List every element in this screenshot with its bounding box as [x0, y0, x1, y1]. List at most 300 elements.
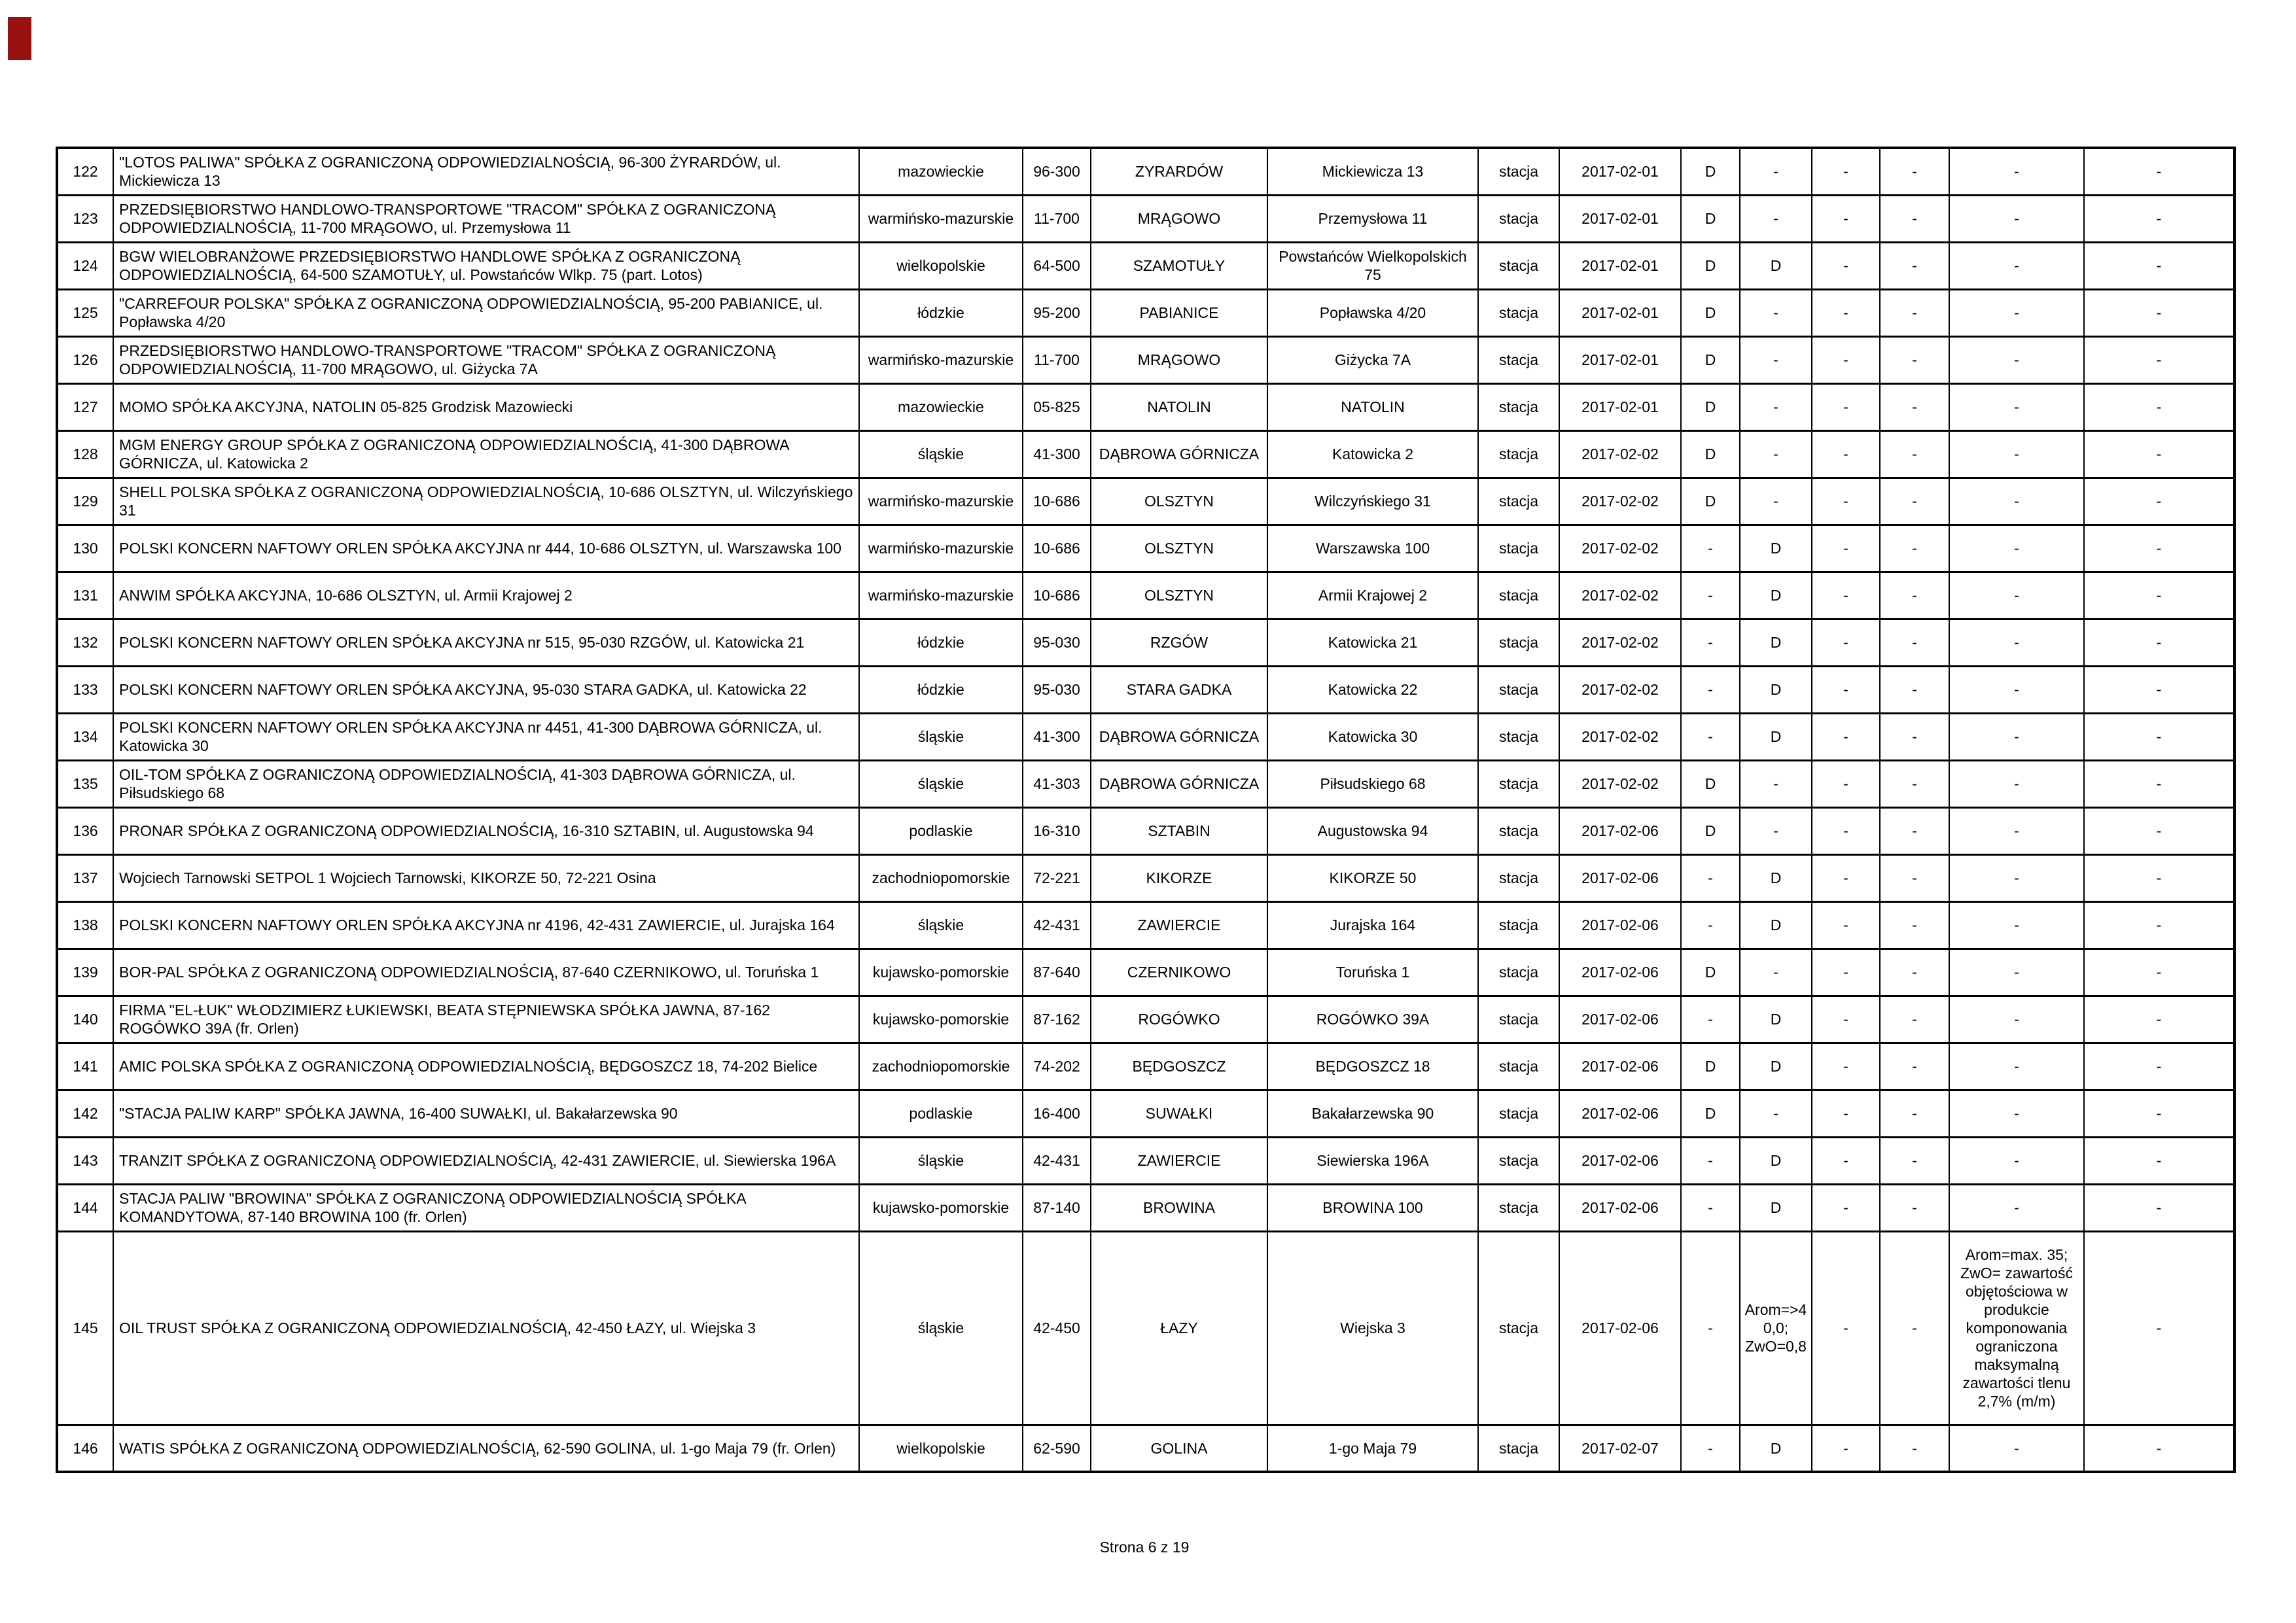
cell-flag-1: -: [1681, 901, 1740, 949]
table-row: [57, 949, 2234, 996]
cell-flag-5: -: [1949, 1090, 2084, 1137]
table-row: [57, 242, 2234, 289]
cell-flag-2: -: [1740, 949, 1812, 996]
cell-voivodeship: wielkopolskie: [859, 1425, 1023, 1472]
cell-company: AMIC POLSKA SPÓŁKA Z OGRANICZONĄ ODPOWIEDZIALNOŚCIĄ, BĘDGOSZCZ 18, 74-202 Bielice: [113, 1043, 859, 1090]
cell-flag-4: -: [1880, 430, 1949, 478]
cell-city: ROGÓWKO: [1091, 996, 1267, 1043]
cell-voivodeship: zachodniopomorskie: [859, 854, 1023, 901]
cell-type: stacja: [1478, 289, 1559, 336]
cell-voivodeship: warmińsko-mazurskie: [859, 195, 1023, 242]
cell-no: 122: [57, 148, 113, 195]
cell-flag-2: D: [1740, 1184, 1812, 1231]
cell-company: OIL-TOM SPÓŁKA Z OGRANICZONĄ ODPOWIEDZIALNOŚCIĄ, 41-303 DĄBROWA GÓRNICZA, ul. Piłsudskiego 68: [113, 760, 859, 807]
cell-company: POLSKI KONCERN NAFTOWY ORLEN SPÓŁKA AKCYJNA nr 444, 10-686 OLSZTYN, ul. Warszawska 100: [113, 525, 859, 572]
cell-flag-5: -: [1949, 996, 2084, 1043]
cell-flag-1: D: [1681, 949, 1740, 996]
cell-postal-code: 10-686: [1023, 478, 1091, 525]
cell-date: 2017-02-06: [1559, 996, 1681, 1043]
cell-flag-3: -: [1812, 666, 1880, 713]
cell-date: 2017-02-06: [1559, 1184, 1681, 1231]
cell-voivodeship: podlaskie: [859, 1090, 1023, 1137]
cell-street: Jurajska 164: [1267, 901, 1478, 949]
cell-company: MOMO SPÓŁKA AKCYJNA, NATOLIN 05-825 Grodzisk Mazowiecki: [113, 383, 859, 430]
cell-flag-2: -: [1740, 289, 1812, 336]
cell-type: stacja: [1478, 854, 1559, 901]
cell-street: Wilczyńskiego 31: [1267, 478, 1478, 525]
cell-city: DĄBROWA GÓRNICZA: [1091, 760, 1267, 807]
cell-company: OIL TRUST SPÓŁKA Z OGRANICZONĄ ODPOWIEDZIALNOŚCIĄ, 42-450 ŁAZY, ul. Wiejska 3: [113, 1231, 859, 1425]
cell-voivodeship: warmińsko-mazurskie: [859, 336, 1023, 383]
cell-no: 140: [57, 996, 113, 1043]
cell-flag-2: -: [1740, 807, 1812, 854]
cell-flag-4: -: [1880, 1043, 1949, 1090]
cell-flag-5: -: [1949, 148, 2084, 195]
cell-flag-5: -: [1949, 666, 2084, 713]
cell-street: Katowicka 30: [1267, 713, 1478, 760]
cell-type: stacja: [1478, 949, 1559, 996]
cell-flag-5: -: [1949, 713, 2084, 760]
cell-no: 129: [57, 478, 113, 525]
cell-company: PRZEDSIĘBIORSTWO HANDLOWO-TRANSPORTOWE "TRACOM" SPÓŁKA Z OGRANICZONĄ ODPOWIEDZIALNOŚCIĄ, 11-700 MRĄGOWO, ul. Przemysłowa 11: [113, 195, 859, 242]
cell-flag-6: -: [2084, 148, 2234, 195]
red-marker: [8, 17, 31, 60]
cell-flag-6: -: [2084, 1137, 2234, 1184]
cell-no: 137: [57, 854, 113, 901]
cell-company: BOR-PAL SPÓŁKA Z OGRANICZONĄ ODPOWIEDZIALNOŚCIĄ, 87-640 CZERNIKOWO, ul. Toruńska 1: [113, 949, 859, 996]
cell-voivodeship: śląskie: [859, 760, 1023, 807]
cell-street: Armii Krajowej 2: [1267, 572, 1478, 619]
cell-company: PRZEDSIĘBIORSTWO HANDLOWO-TRANSPORTOWE "TRACOM" SPÓŁKA Z OGRANICZONĄ ODPOWIEDZIALNOŚCIĄ, 11-700 MRĄGOWO, ul. Giżycka 7A: [113, 336, 859, 383]
cell-flag-6: -: [2084, 1043, 2234, 1090]
cell-flag-5: -: [1949, 289, 2084, 336]
cell-voivodeship: podlaskie: [859, 807, 1023, 854]
cell-flag-6: -: [2084, 996, 2234, 1043]
cell-date: 2017-02-02: [1559, 525, 1681, 572]
cell-no: 138: [57, 901, 113, 949]
table-row: [57, 336, 2234, 383]
cell-date: 2017-02-02: [1559, 713, 1681, 760]
cell-flag-1: D: [1681, 383, 1740, 430]
cell-city: STARA GADKA: [1091, 666, 1267, 713]
cell-company: POLSKI KONCERN NAFTOWY ORLEN SPÓŁKA AKCYJNA nr 4451, 41-300 DĄBROWA GÓRNICZA, ul. Katowicka 30: [113, 713, 859, 760]
cell-voivodeship: kujawsko-pomorskie: [859, 949, 1023, 996]
cell-postal-code: 42-450: [1023, 1231, 1091, 1425]
cell-flag-5: -: [1949, 383, 2084, 430]
cell-flag-5: -: [1949, 760, 2084, 807]
cell-city: BROWINA: [1091, 1184, 1267, 1231]
cell-flag-6: -: [2084, 1090, 2234, 1137]
table-row: [57, 1184, 2234, 1231]
cell-postal-code: 62-590: [1023, 1425, 1091, 1472]
cell-flag-1: -: [1681, 666, 1740, 713]
cell-flag-3: -: [1812, 1090, 1880, 1137]
cell-flag-4: -: [1880, 854, 1949, 901]
table-row: [57, 1425, 2234, 1472]
cell-voivodeship: kujawsko-pomorskie: [859, 1184, 1023, 1231]
cell-flag-6: -: [2084, 713, 2234, 760]
cell-flag-5: -: [1949, 1137, 2084, 1184]
cell-date: 2017-02-01: [1559, 336, 1681, 383]
cell-flag-3: -: [1812, 430, 1880, 478]
cell-postal-code: 64-500: [1023, 242, 1091, 289]
cell-date: 2017-02-01: [1559, 289, 1681, 336]
cell-flag-5: -: [1949, 1425, 2084, 1472]
cell-date: 2017-02-01: [1559, 383, 1681, 430]
cell-flag-1: -: [1681, 1137, 1740, 1184]
cell-postal-code: 16-400: [1023, 1090, 1091, 1137]
cell-flag-3: -: [1812, 949, 1880, 996]
cell-flag-1: D: [1681, 760, 1740, 807]
cell-flag-3: -: [1812, 619, 1880, 666]
stations-table: [56, 147, 2236, 1473]
cell-flag-1: D: [1681, 195, 1740, 242]
cell-flag-6: -: [2084, 807, 2234, 854]
cell-flag-5: -: [1949, 242, 2084, 289]
cell-flag-1: D: [1681, 148, 1740, 195]
cell-flag-2: D: [1740, 713, 1812, 760]
cell-voivodeship: warmińsko-mazurskie: [859, 478, 1023, 525]
table-row: [57, 1090, 2234, 1137]
cell-postal-code: 42-431: [1023, 901, 1091, 949]
cell-date: 2017-02-06: [1559, 949, 1681, 996]
cell-city: NATOLIN: [1091, 383, 1267, 430]
cell-flag-6: -: [2084, 1425, 2234, 1472]
cell-company: WATIS SPÓŁKA Z OGRANICZONĄ ODPOWIEDZIALNOŚCIĄ, 62-590 GOLINA, ul. 1-go Maja 79 (fr. Orlen): [113, 1425, 859, 1472]
cell-date: 2017-02-06: [1559, 1137, 1681, 1184]
cell-city: DĄBROWA GÓRNICZA: [1091, 713, 1267, 760]
cell-flag-2: -: [1740, 430, 1812, 478]
cell-no: 139: [57, 949, 113, 996]
table-row: [57, 1137, 2234, 1184]
cell-city: SZAMOTUŁY: [1091, 242, 1267, 289]
cell-type: stacja: [1478, 525, 1559, 572]
cell-type: stacja: [1478, 996, 1559, 1043]
cell-postal-code: 95-030: [1023, 666, 1091, 713]
cell-date: 2017-02-02: [1559, 619, 1681, 666]
cell-city: KIKORZE: [1091, 854, 1267, 901]
cell-flag-4: -: [1880, 289, 1949, 336]
cell-flag-4: -: [1880, 1231, 1949, 1425]
cell-flag-4: -: [1880, 949, 1949, 996]
cell-city: CZERNIKOWO: [1091, 949, 1267, 996]
cell-company: BGW WIELOBRANŻOWE PRZEDSIĘBIORSTWO HANDLOWE SPÓŁKA Z OGRANICZONĄ ODPOWIEDZIALNOŚCIĄ, 64-500 SZAMOTUŁY, ul. Powstańców Wlkp. 75 (part. Lotos): [113, 242, 859, 289]
cell-type: stacja: [1478, 1184, 1559, 1231]
cell-postal-code: 72-221: [1023, 854, 1091, 901]
cell-type: stacja: [1478, 619, 1559, 666]
cell-flag-6: -: [2084, 901, 2234, 949]
cell-flag-2: D: [1740, 1043, 1812, 1090]
cell-flag-2: D: [1740, 242, 1812, 289]
cell-city: MRĄGOWO: [1091, 195, 1267, 242]
cell-flag-5: Arom=max. 35; ZwO= zawartość objętościowa w produkcie komponowania ograniczona maksymalną zawartości tlenu 2,7% (m/m): [1949, 1231, 2084, 1425]
cell-postal-code: 87-162: [1023, 996, 1091, 1043]
cell-date: 2017-02-06: [1559, 901, 1681, 949]
table-row: [57, 572, 2234, 619]
cell-street: 1-go Maja 79: [1267, 1425, 1478, 1472]
cell-flag-6: -: [2084, 195, 2234, 242]
cell-postal-code: 11-700: [1023, 336, 1091, 383]
cell-flag-6: -: [2084, 619, 2234, 666]
cell-flag-2: D: [1740, 901, 1812, 949]
cell-flag-4: -: [1880, 1425, 1949, 1472]
cell-street: NATOLIN: [1267, 383, 1478, 430]
cell-flag-1: -: [1681, 572, 1740, 619]
cell-flag-1: -: [1681, 525, 1740, 572]
table-row: [57, 619, 2234, 666]
cell-street: Bakałarzewska 90: [1267, 1090, 1478, 1137]
cell-flag-2: -: [1740, 478, 1812, 525]
cell-flag-6: -: [2084, 666, 2234, 713]
cell-voivodeship: śląskie: [859, 430, 1023, 478]
cell-flag-3: -: [1812, 336, 1880, 383]
cell-no: 136: [57, 807, 113, 854]
cell-postal-code: 10-686: [1023, 525, 1091, 572]
cell-voivodeship: kujawsko-pomorskie: [859, 996, 1023, 1043]
table-row: [57, 1231, 2234, 1425]
cell-flag-3: -: [1812, 478, 1880, 525]
cell-flag-6: -: [2084, 760, 2234, 807]
cell-company: SHELL POLSKA SPÓŁKA Z OGRANICZONĄ ODPOWIEDZIALNOŚCIĄ, 10-686 OLSZTYN, ul. Wilczyńskiego 31: [113, 478, 859, 525]
cell-voivodeship: łódzkie: [859, 289, 1023, 336]
cell-city: DĄBROWA GÓRNICZA: [1091, 430, 1267, 478]
cell-company: MGM ENERGY GROUP SPÓŁKA Z OGRANICZONĄ ODPOWIEDZIALNOŚCIĄ, 41-300 DĄBROWA GÓRNICZA, ul. Katowicka 2: [113, 430, 859, 478]
cell-flag-3: -: [1812, 1184, 1880, 1231]
cell-street: Piłsudskiego 68: [1267, 760, 1478, 807]
table-row: [57, 195, 2234, 242]
cell-type: stacja: [1478, 1043, 1559, 1090]
cell-date: 2017-02-07: [1559, 1425, 1681, 1472]
cell-flag-4: -: [1880, 760, 1949, 807]
table-row: [57, 525, 2234, 572]
cell-flag-4: -: [1880, 195, 1949, 242]
cell-postal-code: 41-300: [1023, 713, 1091, 760]
cell-type: stacja: [1478, 148, 1559, 195]
cell-flag-1: D: [1681, 478, 1740, 525]
cell-flag-3: -: [1812, 195, 1880, 242]
cell-no: 143: [57, 1137, 113, 1184]
cell-postal-code: 95-030: [1023, 619, 1091, 666]
cell-flag-2: D: [1740, 572, 1812, 619]
cell-company: POLSKI KONCERN NAFTOWY ORLEN SPÓŁKA AKCYJNA nr 515, 95-030 RZGÓW, ul. Katowicka 21: [113, 619, 859, 666]
cell-flag-4: -: [1880, 148, 1949, 195]
cell-company: PRONAR SPÓŁKA Z OGRANICZONĄ ODPOWIEDZIALNOŚCIĄ, 16-310 SZTABIN, ul. Augustowska 94: [113, 807, 859, 854]
cell-company: Wojciech Tarnowski SETPOL 1 Wojciech Tarnowski, KIKORZE 50, 72-221 Osina: [113, 854, 859, 901]
cell-type: stacja: [1478, 383, 1559, 430]
cell-city: OLSZTYN: [1091, 572, 1267, 619]
cell-flag-2: -: [1740, 195, 1812, 242]
cell-flag-1: D: [1681, 336, 1740, 383]
cell-company: POLSKI KONCERN NAFTOWY ORLEN SPÓŁKA AKCYJNA, 95-030 STARA GADKA, ul. Katowicka 22: [113, 666, 859, 713]
cell-type: stacja: [1478, 572, 1559, 619]
table-row: [57, 760, 2234, 807]
cell-street: BĘDGOSZCZ 18: [1267, 1043, 1478, 1090]
cell-postal-code: 10-686: [1023, 572, 1091, 619]
cell-flag-6: -: [2084, 242, 2234, 289]
cell-date: 2017-02-06: [1559, 854, 1681, 901]
cell-no: 130: [57, 525, 113, 572]
cell-voivodeship: wielkopolskie: [859, 242, 1023, 289]
cell-flag-4: -: [1880, 1090, 1949, 1137]
cell-flag-3: -: [1812, 1231, 1880, 1425]
cell-no: 123: [57, 195, 113, 242]
cell-no: 146: [57, 1425, 113, 1472]
cell-flag-6: -: [2084, 854, 2234, 901]
cell-flag-6: -: [2084, 949, 2234, 996]
cell-voivodeship: mazowieckie: [859, 383, 1023, 430]
cell-flag-5: -: [1949, 854, 2084, 901]
cell-flag-4: -: [1880, 478, 1949, 525]
cell-street: Wiejska 3: [1267, 1231, 1478, 1425]
table-row: [57, 383, 2234, 430]
cell-flag-3: -: [1812, 1425, 1880, 1472]
cell-flag-3: -: [1812, 383, 1880, 430]
table-row: [57, 854, 2234, 901]
cell-date: 2017-02-02: [1559, 478, 1681, 525]
cell-flag-3: -: [1812, 572, 1880, 619]
cell-type: stacja: [1478, 1090, 1559, 1137]
cell-flag-2: Arom=>40,0; ZwO=0,8: [1740, 1231, 1812, 1425]
cell-flag-4: -: [1880, 901, 1949, 949]
cell-flag-4: -: [1880, 807, 1949, 854]
cell-company: STACJA PALIW "BROWINA" SPÓŁKA Z OGRANICZONĄ ODPOWIEDZIALNOŚCIĄ SPÓŁKA KOMANDYTOWA, 87-140 BROWINA 100 (fr. Orlen): [113, 1184, 859, 1231]
cell-flag-3: -: [1812, 525, 1880, 572]
cell-postal-code: 95-200: [1023, 289, 1091, 336]
cell-flag-5: -: [1949, 619, 2084, 666]
cell-flag-5: -: [1949, 572, 2084, 619]
cell-voivodeship: łódzkie: [859, 666, 1023, 713]
cell-type: stacja: [1478, 760, 1559, 807]
cell-flag-4: -: [1880, 996, 1949, 1043]
cell-date: 2017-02-06: [1559, 1043, 1681, 1090]
cell-type: stacja: [1478, 1425, 1559, 1472]
cell-voivodeship: warmińsko-mazurskie: [859, 572, 1023, 619]
cell-flag-3: -: [1812, 1137, 1880, 1184]
cell-voivodeship: śląskie: [859, 713, 1023, 760]
cell-city: BĘDGOSZCZ: [1091, 1043, 1267, 1090]
cell-city: ZAWIERCIE: [1091, 1137, 1267, 1184]
cell-flag-2: -: [1740, 383, 1812, 430]
cell-street: Powstańców Wielkopolskich 75: [1267, 242, 1478, 289]
cell-flag-1: -: [1681, 1231, 1740, 1425]
cell-postal-code: 87-140: [1023, 1184, 1091, 1231]
cell-flag-1: D: [1681, 430, 1740, 478]
cell-date: 2017-02-02: [1559, 572, 1681, 619]
cell-flag-1: D: [1681, 807, 1740, 854]
cell-flag-2: D: [1740, 1425, 1812, 1472]
cell-city: MRĄGOWO: [1091, 336, 1267, 383]
cell-flag-1: -: [1681, 854, 1740, 901]
cell-flag-2: D: [1740, 1137, 1812, 1184]
cell-flag-2: D: [1740, 666, 1812, 713]
cell-street: Augustowska 94: [1267, 807, 1478, 854]
cell-flag-1: -: [1681, 619, 1740, 666]
cell-no: 128: [57, 430, 113, 478]
cell-no: 142: [57, 1090, 113, 1137]
cell-flag-5: -: [1949, 901, 2084, 949]
cell-type: stacja: [1478, 807, 1559, 854]
cell-street: Siewierska 196A: [1267, 1137, 1478, 1184]
cell-postal-code: 74-202: [1023, 1043, 1091, 1090]
cell-voivodeship: śląskie: [859, 1137, 1023, 1184]
cell-flag-3: -: [1812, 854, 1880, 901]
cell-flag-2: -: [1740, 336, 1812, 383]
table-row: [57, 289, 2234, 336]
cell-flag-3: -: [1812, 807, 1880, 854]
cell-date: 2017-02-01: [1559, 195, 1681, 242]
cell-flag-5: -: [1949, 336, 2084, 383]
cell-voivodeship: mazowieckie: [859, 148, 1023, 195]
cell-flag-3: -: [1812, 760, 1880, 807]
cell-no: 135: [57, 760, 113, 807]
cell-city: OLSZTYN: [1091, 525, 1267, 572]
table-row: [57, 1043, 2234, 1090]
cell-type: stacja: [1478, 666, 1559, 713]
cell-postal-code: 11-700: [1023, 195, 1091, 242]
cell-flag-4: -: [1880, 619, 1949, 666]
cell-flag-5: -: [1949, 525, 2084, 572]
cell-company: POLSKI KONCERN NAFTOWY ORLEN SPÓŁKA AKCYJNA nr 4196, 42-431 ZAWIERCIE, ul. Jurajska 164: [113, 901, 859, 949]
table-row: [57, 996, 2234, 1043]
cell-flag-1: -: [1681, 713, 1740, 760]
cell-city: RZGÓW: [1091, 619, 1267, 666]
cell-date: 2017-02-02: [1559, 666, 1681, 713]
cell-type: stacja: [1478, 713, 1559, 760]
cell-postal-code: 41-303: [1023, 760, 1091, 807]
cell-date: 2017-02-01: [1559, 148, 1681, 195]
cell-company: "LOTOS PALIWA" SPÓŁKA Z OGRANICZONĄ ODPOWIEDZIALNOŚCIĄ, 96-300 ŻYRARDÓW, ul. Mickiewicza 13: [113, 148, 859, 195]
cell-company: "CARREFOUR POLSKA" SPÓŁKA Z OGRANICZONĄ ODPOWIEDZIALNOŚCIĄ, 95-200 PABIANICE, ul. Popławska 4/20: [113, 289, 859, 336]
cell-flag-3: -: [1812, 1043, 1880, 1090]
cell-flag-2: -: [1740, 1090, 1812, 1137]
cell-flag-6: -: [2084, 478, 2234, 525]
cell-type: stacja: [1478, 195, 1559, 242]
cell-voivodeship: zachodniopomorskie: [859, 1043, 1023, 1090]
cell-company: FIRMA "EL-ŁUK" WŁODZIMIERZ ŁUKIEWSKI, BEATA STĘPNIEWSKA SPÓŁKA JAWNA, 87-162 ROGÓWKO 39A (fr. Orlen): [113, 996, 859, 1043]
cell-flag-5: -: [1949, 1184, 2084, 1231]
cell-voivodeship: śląskie: [859, 901, 1023, 949]
cell-type: stacja: [1478, 478, 1559, 525]
cell-street: ROGÓWKO 39A: [1267, 996, 1478, 1043]
cell-street: KIKORZE 50: [1267, 854, 1478, 901]
cell-city: PABIANICE: [1091, 289, 1267, 336]
cell-postal-code: 05-825: [1023, 383, 1091, 430]
cell-flag-5: -: [1949, 1043, 2084, 1090]
cell-flag-6: -: [2084, 525, 2234, 572]
table-row: [57, 713, 2234, 760]
cell-no: 132: [57, 619, 113, 666]
table-row: [57, 666, 2234, 713]
cell-voivodeship: śląskie: [859, 1231, 1023, 1425]
cell-flag-2: -: [1740, 148, 1812, 195]
cell-city: ZYRARDÓW: [1091, 148, 1267, 195]
cell-flag-2: D: [1740, 525, 1812, 572]
cell-no: 141: [57, 1043, 113, 1090]
cell-flag-6: -: [2084, 430, 2234, 478]
cell-flag-5: -: [1949, 949, 2084, 996]
cell-flag-4: -: [1880, 383, 1949, 430]
cell-flag-6: -: [2084, 1231, 2234, 1425]
cell-city: GOLINA: [1091, 1425, 1267, 1472]
cell-flag-4: -: [1880, 666, 1949, 713]
cell-no: 126: [57, 336, 113, 383]
cell-date: 2017-02-06: [1559, 1231, 1681, 1425]
cell-date: 2017-02-02: [1559, 760, 1681, 807]
cell-flag-4: -: [1880, 525, 1949, 572]
cell-company: "STACJA PALIW KARP" SPÓŁKA JAWNA, 16-400 SUWAŁKI, ul. Bakałarzewska 90: [113, 1090, 859, 1137]
cell-type: stacja: [1478, 901, 1559, 949]
stations-table-body: [57, 148, 2234, 1472]
